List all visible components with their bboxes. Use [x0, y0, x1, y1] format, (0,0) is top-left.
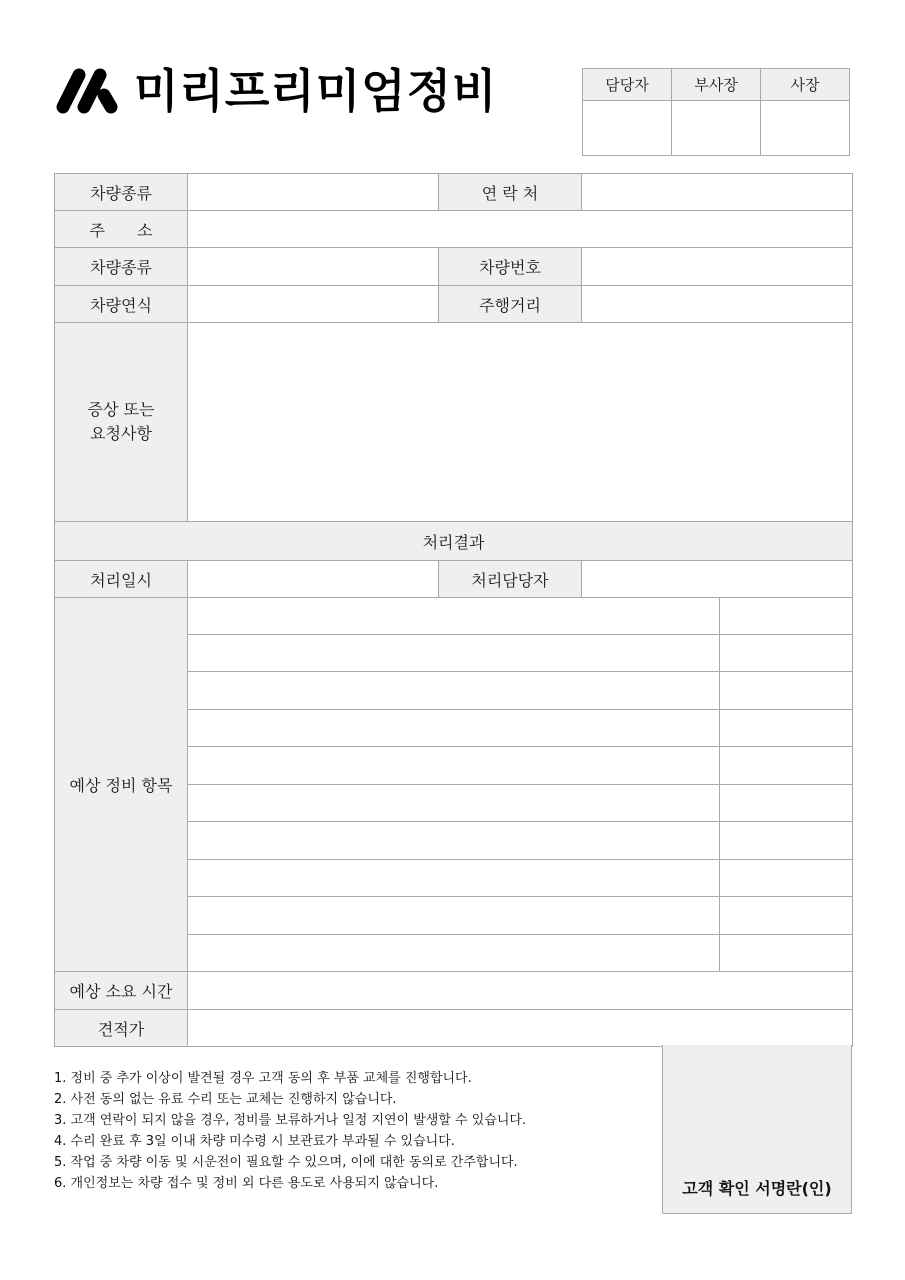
item-field[interactable]	[188, 935, 720, 972]
item-field[interactable]	[188, 598, 720, 635]
plate-number-field[interactable]	[582, 248, 853, 286]
processing-staff-field[interactable]	[582, 561, 853, 598]
approval-header-president: 사장	[761, 69, 850, 101]
approval-signature-box	[582, 68, 850, 156]
approval-field-manager[interactable]	[583, 101, 672, 156]
approval-field-vice-president[interactable]	[672, 101, 761, 156]
label-address: 주 소	[55, 211, 188, 248]
label-vehicle-type: 차량종류	[55, 174, 188, 211]
repair-order-form	[54, 173, 853, 1047]
item-cost-field[interactable]	[720, 635, 853, 672]
item-cost-field[interactable]	[720, 822, 853, 860]
item-cost-field[interactable]	[720, 860, 853, 897]
label-plate-number: 차량번호	[439, 248, 582, 286]
item-field[interactable]	[188, 785, 720, 822]
approval-header-vice-president: 부사장	[672, 69, 761, 101]
model-year-field[interactable]	[188, 286, 439, 323]
item-cost-field[interactable]	[720, 710, 853, 747]
symptoms-field[interactable]	[188, 323, 853, 522]
approval-header-manager: 담당자	[583, 69, 672, 101]
item-cost-field[interactable]	[720, 935, 853, 972]
label-estimate-price: 견적가	[55, 1010, 188, 1047]
item-field[interactable]	[188, 747, 720, 785]
note-item: 1. 정비 중 추가 이상이 발견될 경우 고객 동의 후 부품 교체를 진행합니다.	[54, 1071, 472, 1086]
label-model-year: 차량연식	[55, 286, 188, 323]
mileage-field[interactable]	[582, 286, 853, 323]
label-vehicle-type-2: 차량종류	[55, 248, 188, 286]
label-mileage: 주행거리	[439, 286, 582, 323]
item-field[interactable]	[188, 897, 720, 935]
item-field[interactable]	[188, 822, 720, 860]
approval-field-president[interactable]	[761, 101, 850, 156]
contact-field[interactable]	[582, 174, 853, 211]
label-estimated-items: 예상 정비 항목	[55, 598, 188, 972]
address-field[interactable]	[188, 211, 853, 248]
label-processing-date: 처리일시	[55, 561, 188, 598]
section-title-result: 처리결과	[55, 522, 853, 561]
note-item: 4. 수리 완료 후 3일 이내 차량 미수령 시 보관료가 부과될 수 있습니다.	[54, 1134, 455, 1149]
customer-signature-box[interactable]	[662, 1045, 852, 1214]
item-field[interactable]	[188, 710, 720, 747]
company-name: 미리프리미엄정비	[134, 64, 498, 118]
vehicle-type-field[interactable]	[188, 174, 439, 211]
label-processing-staff: 처리담당자	[439, 561, 582, 598]
label-contact: 연 락 처	[439, 174, 582, 211]
note-item: 6. 개인정보는 차량 접수 및 정비 외 다른 용도로 사용되지 않습니다.	[54, 1176, 439, 1191]
estimated-time-field[interactable]	[188, 972, 853, 1010]
note-item: 3. 고객 연락이 되지 않을 경우, 정비를 보류하거나 일정 지연이 발생할 수 있습니다.	[54, 1113, 527, 1128]
label-symptoms-line1: 증상 또는	[87, 400, 155, 419]
terms-notes	[54, 1068, 644, 1194]
item-cost-field[interactable]	[720, 785, 853, 822]
company-logo	[54, 66, 498, 116]
note-item: 5. 작업 중 차량 이동 및 시운전이 필요할 수 있으며, 이에 대한 동의로 간주합니다.	[54, 1155, 518, 1170]
label-symptoms-line2: 요청사항	[90, 424, 152, 443]
vehicle-type-field-2[interactable]	[188, 248, 439, 286]
item-cost-field[interactable]	[720, 598, 853, 635]
item-field[interactable]	[188, 672, 720, 710]
item-field[interactable]	[188, 635, 720, 672]
signature-label: 고객 확인 서명란(인)	[682, 1179, 832, 1198]
label-estimated-time: 예상 소요 시간	[55, 972, 188, 1010]
item-cost-field[interactable]	[720, 897, 853, 935]
item-cost-field[interactable]	[720, 672, 853, 710]
item-cost-field[interactable]	[720, 747, 853, 785]
processing-date-field[interactable]	[188, 561, 439, 598]
item-field[interactable]	[188, 860, 720, 897]
estimate-price-field[interactable]	[188, 1010, 853, 1047]
brand-mark-icon	[54, 68, 120, 114]
label-symptoms	[55, 323, 188, 522]
note-item: 2. 사전 동의 없는 유료 수리 또는 교체는 진행하지 않습니다.	[54, 1092, 397, 1107]
